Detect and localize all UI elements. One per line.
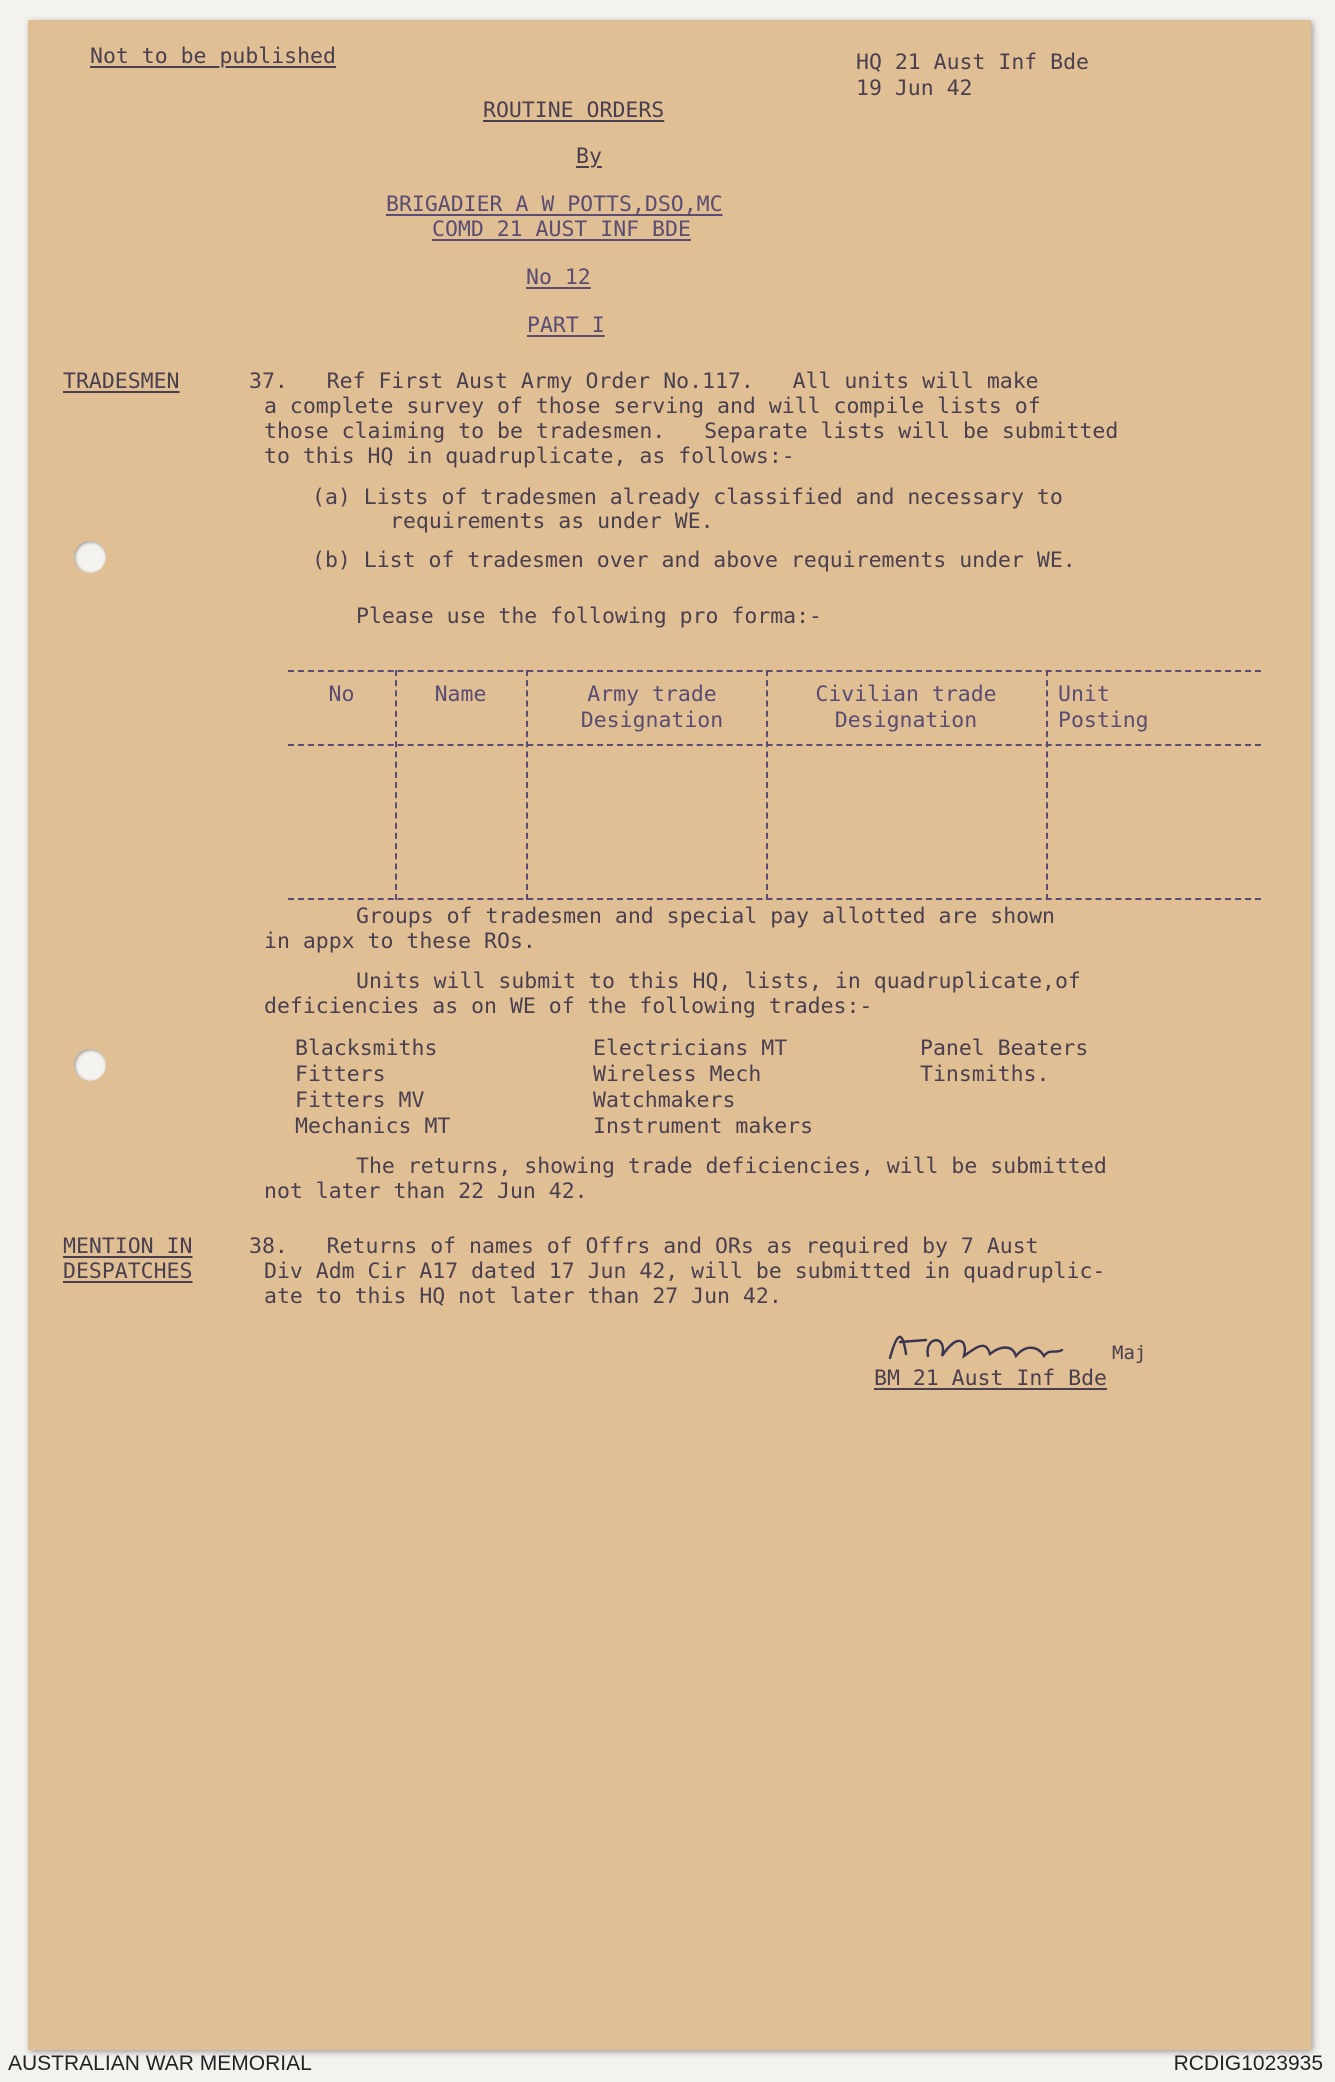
col-header-civilian-trade: Civilian trade Designation xyxy=(815,682,997,733)
document-date: 19 Jun 42 xyxy=(856,76,973,101)
trade-blacksmiths: Blacksmiths xyxy=(295,1036,438,1061)
trade-wireless-mech: Wireless Mech xyxy=(593,1062,762,1087)
signatory-rank: Maj xyxy=(1112,1342,1147,1364)
para-38-line-1: 38. Returns of names of Offrs and ORs as required by 7 Aust xyxy=(249,1234,1039,1259)
trade-electricians-mt: Electricians MT xyxy=(593,1036,788,1061)
trade-watchmakers: Watchmakers xyxy=(593,1088,736,1113)
trade-tinsmiths: Tinsmiths. xyxy=(920,1062,1050,1087)
para-groups-line-2: in appx to these ROs. xyxy=(264,929,536,954)
classification-note: Not to be published xyxy=(90,44,336,69)
trade-mechanics-mt: Mechanics MT xyxy=(295,1114,451,1139)
section-heading-tradesmen: TRADESMEN xyxy=(63,369,180,394)
col-header-unit-posting: Unit Posting xyxy=(1058,682,1149,733)
headquarters: HQ 21 Aust Inf Bde xyxy=(856,50,1089,75)
archive-reference: RCDIG1023935 xyxy=(1173,2052,1323,2075)
para-38-line-3: ate to this HQ not later than 27 Jun 42. xyxy=(264,1284,782,1309)
col-header-army-trade: Army trade Designation xyxy=(580,682,724,733)
para-37-line-3: those claiming to be tradesmen. Separate lists will be submitted xyxy=(264,419,1119,444)
order-number: No 12 xyxy=(526,265,591,290)
document-title: ROUTINE ORDERS xyxy=(483,98,665,123)
para-groups-line-1: Groups of tradesmen and special pay allotted are shown xyxy=(356,904,1055,929)
archive-credit: AUSTRALIAN WAR MEMORIAL xyxy=(8,2052,312,2075)
issuer-command: COMD 21 AUST INF BDE xyxy=(432,217,691,242)
document-page xyxy=(28,20,1311,2050)
para-units-line-1: Units will submit to this HQ, lists, in quadruplicate,of xyxy=(356,969,1081,994)
item-a-line-1: (a) Lists of tradesmen already classified and necessary to xyxy=(312,485,1063,510)
item-a-line-2: requirements as under WE. xyxy=(390,509,714,534)
by-line: By xyxy=(576,144,602,169)
para-38-line-2: Div Adm Cir A17 dated 17 Jun 42, will be submitted in quadruplic- xyxy=(264,1259,1106,1284)
para-units-line-2: deficiencies as on WE of the following trades:- xyxy=(264,994,873,1019)
trade-fitters-mv: Fitters MV xyxy=(295,1088,425,1113)
para-returns-line-2: not later than 22 Jun 42. xyxy=(264,1179,588,1204)
issuer-name: BRIGADIER A W POTTS,DSO,MC xyxy=(386,192,723,217)
signatory-appointment: BM 21 Aust Inf Bde xyxy=(874,1366,1107,1391)
section-heading-mention-2: DESPATCHES xyxy=(63,1259,193,1284)
para-37-line-1: 37. Ref First Aust Army Order No.117. All units will make xyxy=(249,369,1039,394)
pro-forma-table xyxy=(288,670,1261,900)
col-header-name: Name xyxy=(434,682,487,707)
para-37-line-2: a complete survey of those serving and will compile lists of xyxy=(264,394,1041,419)
item-b-line-1: (b) List of tradesmen over and above requirements under WE. xyxy=(312,548,1076,573)
trade-instrument-makers: Instrument makers xyxy=(593,1114,814,1139)
punch-hole-top xyxy=(74,541,106,573)
trade-panel-beaters: Panel Beaters xyxy=(920,1036,1089,1061)
trade-fitters: Fitters xyxy=(295,1062,386,1087)
para-37-line-4: to this HQ in quadruplicate, as follows:- xyxy=(264,444,795,469)
punch-hole-bottom xyxy=(74,1049,106,1081)
pro-forma-intro: Please use the following pro forma:- xyxy=(356,604,822,629)
section-heading-mention-1: MENTION IN xyxy=(63,1234,193,1259)
para-returns-line-1: The returns, showing trade deficiencies, will be submitted xyxy=(356,1154,1107,1179)
part-heading: PART I xyxy=(527,313,605,338)
col-header-no: No xyxy=(328,682,355,707)
